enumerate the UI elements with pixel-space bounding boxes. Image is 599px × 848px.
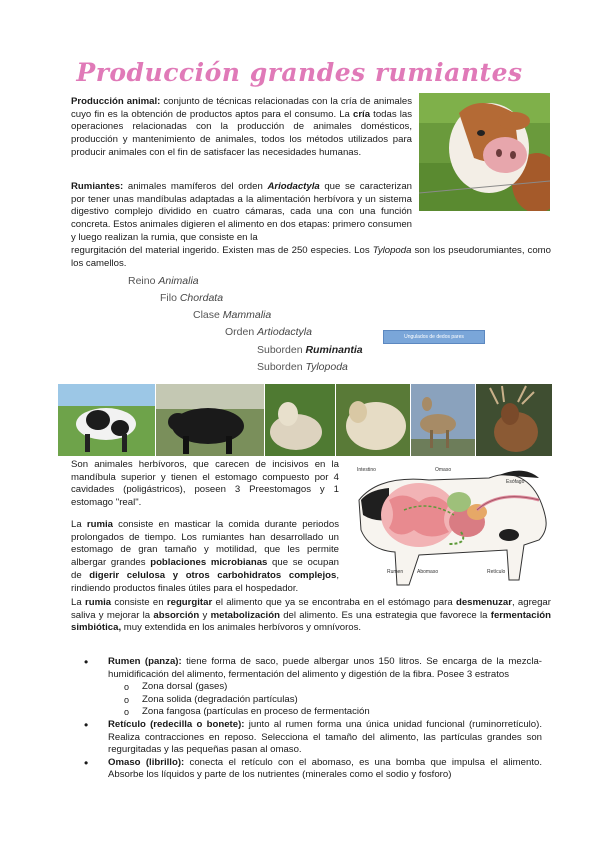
item-head: Rumen (panza): (108, 656, 182, 667)
text: consiste en masticar la comida durante periodos prolongados de tiempo. Los rumiantes han desarrollado un estomago de gran tamaño y motilidad, que les permite albergar grandes (71, 519, 339, 569)
list-item-reticulo (80, 719, 542, 757)
term-produccion-animal: Producción animal: (71, 96, 161, 107)
sub-text: Zona dorsal (gases) (142, 681, 228, 693)
text: La (71, 597, 85, 608)
text: regurgitación del material ingerido. Existen mas de 250 especies. Los (71, 245, 373, 256)
paragraph-rumia-masticar (71, 519, 339, 595)
circle-bullet-icon: o (124, 707, 130, 718)
item-head: Omaso (librillo): (108, 756, 185, 768)
artiodactyla-note: Ungulados de dedos pares (383, 330, 485, 344)
item-text: junto al rumen forma una única unidad funcional (ruminorretículo). Realiza contracciones en reposo. Selecciona el tamaño del alimento, las partículas grandes son regurgitadas y las pequeñas pasan al omaso. (108, 718, 543, 756)
rank: Reino (128, 275, 156, 287)
taxon: Artiodactyla (257, 326, 312, 338)
paragraph-rumia-regurgitar (71, 597, 551, 635)
text: La (71, 519, 87, 530)
rank: Suborden (257, 344, 303, 356)
taxon: Mammalia (222, 309, 272, 321)
text: animales mamíferos del orden (123, 181, 268, 192)
text: el alimento que ya se encontraba en el estómago para (212, 597, 456, 608)
paragraph-herbivoros: Son animales herbívoros, que carecen de incisivos en la mandíbula superior y tienen el estomago compuesto por 4 cavidades (poligástricos), poseen 3 Preestomagos y 1 estomago "real". (71, 459, 339, 509)
stomach-diagram (349, 460, 551, 597)
text: y (199, 609, 211, 621)
list-item-omaso (80, 757, 542, 782)
label-reticulo: Retículo (487, 569, 506, 575)
term-rumia: rumia (86, 519, 113, 530)
bullet-icon: • (84, 755, 89, 770)
term-ariodactyla: Ariodactyla (267, 181, 320, 192)
term-digerir-celulosa: digerir celulosa y otros carbohidratos complejos (89, 569, 337, 581)
paragraph-rumiantes (71, 181, 412, 245)
taxonomy-reino (128, 275, 199, 287)
circle-bullet-icon: o (124, 682, 130, 693)
cow-photo (419, 93, 550, 211)
text: son los pseudorumiantes, como los camellos. (71, 245, 551, 269)
label-rumen: Rumen (387, 569, 404, 575)
taxonomy-orden (225, 326, 312, 338)
term-desmenuzar: desmenuzar (455, 597, 512, 608)
taxonomy-clase (193, 309, 271, 321)
label-abomaso: Abomaso (417, 569, 439, 575)
taxonomy-filo (160, 292, 223, 304)
item-head: Retículo (redecilla o bonete): (108, 718, 245, 730)
photo-strip (58, 384, 552, 456)
rank: Filo (160, 292, 177, 304)
text: , rindiendo productos finales útiles para el hospedador. (71, 569, 339, 594)
rank: Orden (225, 326, 255, 338)
taxonomy-suborden-ruminantia (257, 344, 363, 356)
item-text: conecta el retículo con el abomaso, es una bomba que impulsa el alimento. Absorbe los líquidos y parte de los nutrientes (minerales como el sodio y fosforo) (108, 756, 542, 781)
item-text: tiene forma de saco, puede albergar unos 150 litros. Se encarga de la mezcla-humidificación del alimento, fermentación del alimento y digestión de la fibra. Posee 3 estratos (108, 656, 543, 680)
term-metabolizacion: metabolización (210, 609, 280, 621)
text: consiste en (111, 597, 167, 608)
taxonomy-suborden-tylopoda (257, 361, 348, 373)
text: , agregar saliva y mejorar la (71, 597, 551, 621)
stomach-chambers-list (80, 656, 542, 782)
text: todas las operaciones relacionadas con la producción de animales domésticos, producción y mantenimiento de animales, todos los métodos utilizados para producir animales con el fin de satisfacer las necesidades humanas. (71, 108, 412, 158)
term-rumiantes: Rumiantes: (71, 181, 124, 192)
taxon: Tylopoda (305, 361, 348, 373)
term-regurgitar: regurgitar (166, 597, 213, 608)
label-omaso: Omaso (435, 467, 452, 473)
bullet-icon: • (84, 717, 89, 732)
rank: Suborden (257, 361, 303, 373)
term-poblaciones-microbianas: poblaciones microbianas (150, 557, 268, 569)
sub-item-zona-solida (80, 694, 542, 707)
label-esofago: Esófago (506, 479, 525, 485)
text: muy extendida en los animales herbívoros y omnívoros. (121, 622, 362, 634)
term-cria: cría (352, 108, 371, 120)
bullet-icon: • (84, 655, 89, 669)
taxon: Chordata (179, 292, 224, 304)
text: conjunto de técnicas relacionadas con la cría de animales cuyo fin es la obtención de productos aptos para el consumo. La (71, 96, 412, 120)
rank: Clase (193, 309, 220, 321)
text: que se ocupan de (71, 557, 339, 581)
term-tylopoda: Tylopoda (372, 245, 412, 256)
sub-item-zona-fangosa (80, 706, 542, 719)
sub-text: Zona fangosa (partículas en proceso de fermentación (142, 706, 370, 718)
text: que se caracterizan por tener unas mandíbulas adaptadas a la alimentación herbívora y un sistema digestivo complejo dividido en cuatro cámaras, cada una con una función concreta. Estos animales digieren el alimento en dos etapas: primero consumen y luego realizan la rumia, que consiste en la (71, 181, 413, 243)
paragraph-rumiantes-end (71, 245, 551, 270)
taxon: Ruminantia (305, 344, 363, 356)
label-intestino: Intestino (357, 467, 376, 473)
circle-bullet-icon: o (124, 694, 130, 705)
list-item-rumen (80, 656, 542, 681)
text: del alimento. Es una estrategia que favorece la (279, 609, 491, 621)
term-absorcion: absorción (153, 609, 200, 621)
paragraph-produccion-animal (71, 96, 412, 160)
term-rumia: rumia (84, 597, 112, 608)
taxon: Animalia (158, 275, 199, 287)
page-title: Producción grandes rumiantes (76, 58, 523, 87)
sub-text: Zona solida (degradación partículas) (142, 693, 298, 705)
sub-item-zona-dorsal (80, 681, 542, 694)
term-fermentacion-simbiotica: fermentación simbiótica, (71, 609, 551, 634)
